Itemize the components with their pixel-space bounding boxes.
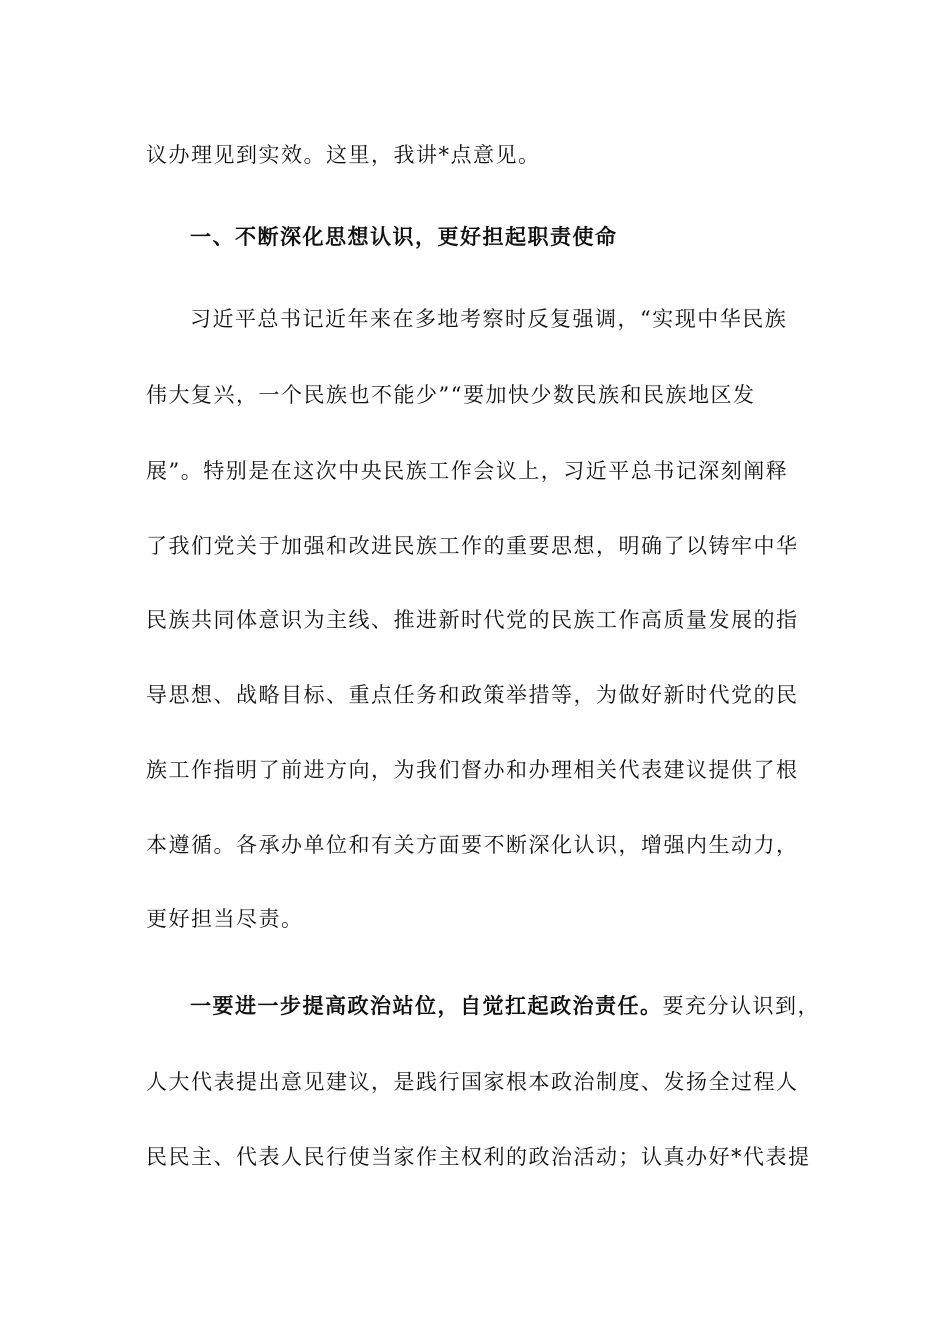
lead-rest-text: 要充分认识到， (662, 994, 820, 1018)
paragraph-line: 更好担当尽责。 (146, 907, 304, 931)
paragraph-line: 民民主、代表人民行使当家作主权利的政治活动；认真办好*代表提 (146, 1145, 811, 1169)
paragraph-line: 民族共同体意识为主线、推进新时代党的民族工作高质量发展的指 (146, 608, 799, 632)
paragraph-line: 导思想、战略目标、重点任务和政策举措等，为做好新时代党的民 (146, 683, 799, 707)
lead-bold-phrase: 一要进一步提高政治站位，自觉扛起政治责任。 (190, 993, 663, 1018)
paragraph-line-lead (190, 986, 850, 1026)
paragraph-line: 伟大复兴，一个民族也不能少”“要加快少数民族和民族地区发 (146, 383, 756, 407)
section-heading: 一、不断深化思想认识，更好担起职责使命 (190, 224, 618, 249)
paragraph-line: 展”。特别是在这次中央民族工作会议上，习近平总书记深刻阐释 (146, 459, 789, 483)
paragraph-line: 议办理见到实效。这里，我讲*点意见。 (146, 143, 541, 167)
paragraph-line: 族工作指明了前进方向，为我们督办和办理相关代表建议提供了根 (146, 758, 799, 782)
paragraph-line: 习近平总书记近年来在多地考察时反复强调，“实现中华民族 (190, 307, 788, 331)
paragraph-line: 了我们党关于加强和改进民族工作的重要思想，明确了以铸牢中华 (146, 534, 799, 558)
paragraph-line: 人大代表提出意见建议，是践行国家根本政治制度、发扬全过程人 (146, 1070, 799, 1094)
paragraph-line: 本遵循。各承办单位和有关方面要不断深化认识，增强内生动力， (146, 833, 799, 857)
